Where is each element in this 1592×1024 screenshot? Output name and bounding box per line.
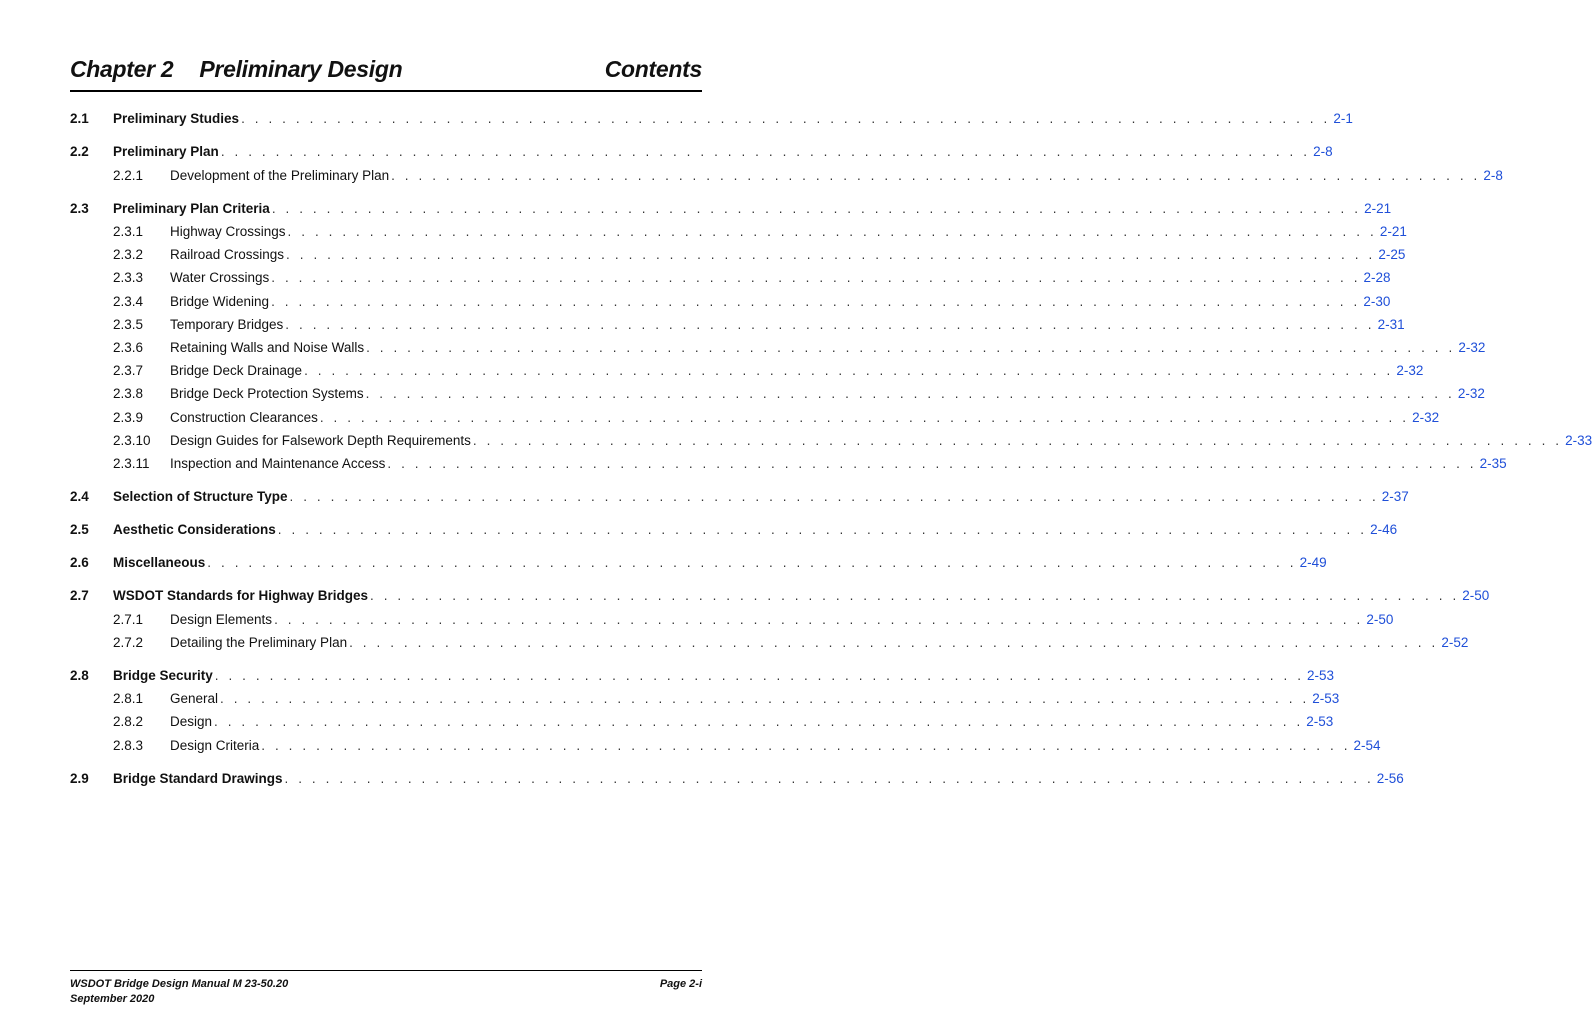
toc-section-number: 2.3.5: [113, 316, 144, 332]
toc-section-number: 2.1: [70, 111, 89, 126]
toc-dot-leader: . . . . . . . . . . . . . . . . . . . . . . . . . . . . . . . . . . . . . . . . . . . . . . . . . . . . . . . . . . . . . . . . . . . . . . . . . . . . . . . .: [271, 293, 1361, 309]
toc-page-link[interactable]: 2-32: [1409, 410, 1439, 425]
toc-dot-leader: . . . . . . . . . . . . . . . . . . . . . . . . . . . . . . . . . . . . . . . . . . . . . . . . . . . . . . . . . . . . . . . . . . . . . . . . . . . . . . . .: [370, 588, 1460, 603]
toc-entry[interactable]: [70, 737, 1381, 758]
toc-dot-leader: . . . . . . . . . . . . . . . . . . . . . . . . . . . . . . . . . . . . . . . . . . . . . . . . . . . . . . . . . . . . . . . . . . . . . . . . . . . . . . . .: [365, 386, 1455, 402]
toc-dot-leader: . . . . . . . . . . . . . . . . . . . . . . . . . . . . . . . . . . . . . . . . . . . . . . . . . . . . . . . . . . . . . . . . . . . . . . . . . . . . . . . .: [287, 224, 1377, 239]
toc-dot-leader: . . . . . . . . . . . . . . . . . . . . . . . . . . . . . . . . . . . . . . . . . . . . . . . . . . . . . . . . . . . . . . . . . . . . . . . . . . . . . . . .: [220, 691, 1310, 707]
toc-dot-leader: . . . . . . . . . . . . . . . . . . . . . . . . . . . . . . . . . . . . . . . . . . . . . . . . . . . . . . . . . . . . . . . . . . . . . . . . . . . . . . . .: [289, 489, 1379, 504]
toc-page-link[interactable]: 2-37: [1379, 489, 1409, 504]
footer-manual-title: WSDOT Bridge Design Manual M 23-50.20: [70, 978, 289, 990]
toc-dot-leader: . . . . . . . . . . . . . . . . . . . . . . . . . . . . . . . . . . . . . . . . . . . . . . . . . . . . . . . . . . . . . . . . . . . . . . . . . . . . . . . .: [271, 270, 1361, 286]
toc-dot-leader: . . . . . . . . . . . . . . . . . . . . . . . . . . . . . . . . . . . . . . . . . . . . . . . . . . . . . . . . . . . . . . . . . . . . . . . . . . . . . . . .: [304, 363, 1394, 379]
toc-section-title[interactable]: Bridge Security: [113, 667, 213, 683]
toc-section-number: 2.3.4: [113, 293, 144, 309]
toc-section-title[interactable]: Preliminary Studies: [113, 111, 240, 126]
toc-page-link[interactable]: 2-53: [1303, 714, 1333, 729]
toc-dot-leader: . . . . . . . . . . . . . . . . . . . . . . . . . . . . . . . . . . . . . . . . . . . . . . . . . . . . . . . . . . . . . . . . . . . . . . . . . . . . . . . .: [472, 432, 1563, 448]
toc-entry[interactable]: [70, 224, 1407, 244]
toc-dot-leader: . . . . . . . . . . . . . . . . . . . . . . . . . . . . . . . . . . . . . . . . . . . . . . . . . . . . . . . . . . . . . . . . . . . . . . . . . . . . . . . .: [220, 144, 1311, 159]
toc-section-title[interactable]: Design Elements: [170, 611, 273, 627]
toc-page-link[interactable]: 2-30: [1360, 294, 1390, 309]
toc-section-number: 2.8.2: [113, 714, 144, 730]
toc-dot-leader: . . . . . . . . . . . . . . . . . . . . . . . . . . . . . . . . . . . . . . . . . . . . . . . . . . . . . . . . . . . . . . . . . . . . . . . . . . . . . . . .: [387, 456, 1477, 471]
toc-section-title[interactable]: Miscellaneous: [113, 555, 206, 570]
toc-section-number: 2.3.11: [113, 456, 150, 471]
toc-section-number: 2.8: [70, 667, 89, 683]
toc-page-link[interactable]: 2-50: [1363, 612, 1393, 627]
toc-dot-leader: . . . . . . . . . . . . . . . . . . . . . . . . . . . . . . . . . . . . . . . . . . . . . . . . . . . . . . . . . . . . . . . . . . . . . . . . . . . . . . . .: [274, 611, 1364, 627]
toc-section-title[interactable]: Bridge Deck Drainage: [170, 363, 303, 379]
toc-section-title[interactable]: Aesthetic Considerations: [113, 522, 276, 537]
toc-section-title[interactable]: Selection of Structure Type: [113, 489, 288, 504]
toc-section-title[interactable]: Development of the Preliminary Plan: [170, 167, 390, 183]
toc-section-number: 2.9: [70, 770, 89, 786]
toc-entry[interactable]: [70, 555, 1327, 575]
toc-entry[interactable]: [70, 363, 1424, 383]
toc-section-number: 2.3.9: [113, 409, 144, 425]
page-footer: [70, 970, 702, 1005]
toc-page-link[interactable]: 2-32: [1455, 340, 1485, 355]
toc-page-link[interactable]: 2-50: [1459, 588, 1489, 603]
toc-entry[interactable]: [70, 316, 1405, 337]
footer-page-number: Page 2-i: [659, 978, 702, 990]
toc-dot-leader: . . . . . . . . . . . . . . . . . . . . . . . . . . . . . . . . . . . . . . . . . . . . . . . . . . . . . . . . . . . . . . . . . . . . . . . . . . . . . . . .: [284, 770, 1374, 786]
toc-page-link[interactable]: 2-1: [1330, 111, 1353, 126]
toc-entry[interactable]: [70, 667, 1335, 688]
toc-page-link[interactable]: 2-21: [1361, 201, 1391, 216]
toc-entry[interactable]: [70, 293, 1391, 314]
toc-page-link[interactable]: 2-8: [1310, 144, 1333, 159]
footer-date: September 2020: [70, 993, 155, 1005]
toc-dot-leader: . . . . . . . . . . . . . . . . . . . . . . . . . . . . . . . . . . . . . . . . . . . . . . . . . . . . . . . . . . . . . . . . . . . . . . . . . . . . . . . .: [349, 634, 1439, 650]
toc-section-title[interactable]: Preliminary Plan: [113, 144, 219, 159]
toc-page-link[interactable]: 2-56: [1374, 771, 1404, 786]
toc-section-number: 2.3.6: [113, 340, 144, 355]
contents-label: Contents: [604, 56, 702, 82]
toc-entry[interactable]: [70, 634, 1469, 655]
toc-page-link[interactable]: 2-53: [1304, 668, 1334, 683]
toc-section-number: 2.3.7: [113, 363, 144, 379]
toc-section-number: 2.7.2: [113, 634, 144, 650]
toc-section-number: 2.7.1: [113, 611, 144, 627]
toc-section-number: 2.7: [70, 588, 89, 603]
toc-entry[interactable]: [70, 691, 1340, 711]
toc-section-number: 2.3.1: [113, 224, 144, 239]
toc-entry[interactable]: [70, 111, 1353, 131]
toc-section-title[interactable]: General: [170, 691, 219, 707]
toc-entry[interactable]: [70, 409, 1440, 430]
toc-section-title[interactable]: WSDOT Standards for Highway Bridges: [113, 588, 369, 603]
toc-section-number: 2.3.8: [113, 386, 144, 402]
toc-entry[interactable]: [70, 247, 1406, 267]
toc-entry[interactable]: [70, 611, 1394, 632]
toc-page-link[interactable]: 2-49: [1297, 555, 1327, 570]
toc-dot-leader: . . . . . . . . . . . . . . . . . . . . . . . . . . . . . . . . . . . . . . . . . . . . . . . . . . . . . . . . . . . . . . . . . . . . . . . . . . . . . . . .: [207, 555, 1297, 570]
toc-entry[interactable]: [70, 489, 1409, 509]
toc-page-link[interactable]: 2-54: [1351, 738, 1381, 753]
toc-page-link[interactable]: 2-32: [1455, 386, 1485, 401]
page-header: [70, 56, 702, 92]
toc-dot-leader: . . . . . . . . . . . . . . . . . . . . . . . . . . . . . . . . . . . . . . . . . . . . . . . . . . . . . . . . . . . . . . . . . . . . . . . . . . . . . . . .: [261, 737, 1351, 753]
toc-section-title[interactable]: Bridge Deck Protection Systems: [170, 386, 364, 402]
toc-section-number: 2.2.1: [113, 167, 144, 183]
toc-section-number: 2.8.3: [113, 737, 144, 753]
toc-section-number: 2.8.1: [113, 691, 144, 707]
toc-section-title[interactable]: Construction Clearances: [170, 409, 318, 425]
toc-page-link[interactable]: 2-8: [1480, 168, 1503, 183]
toc-page-link[interactable]: 2-53: [1309, 691, 1339, 706]
toc-section-number: 2.2: [70, 144, 89, 159]
toc-entry[interactable]: [70, 588, 1490, 608]
toc-dot-leader: . . . . . . . . . . . . . . . . . . . . . . . . . . . . . . . . . . . . . . . . . . . . . . . . . . . . . . . . . . . . . . . . . . . . . . . . . . . . . . . .: [285, 316, 1375, 332]
toc-section-number: 2.3.10: [113, 432, 151, 448]
toc-entry[interactable]: [70, 200, 1392, 221]
toc-page-link[interactable]: 2-21: [1377, 224, 1407, 239]
toc-section-title[interactable]: Design: [170, 714, 213, 730]
toc-dot-leader: . . . . . . . . . . . . . . . . . . . . . . . . . . . . . . . . . . . . . . . . . . . . . . . . . . . . . . . . . . . . . . . . . . . . . . . . . . . . . . . .: [391, 167, 1481, 183]
toc-dot-leader: . . . . . . . . . . . . . . . . . . . . . . . . . . . . . . . . . . . . . . . . . . . . . . . . . . . . . . . . . . . . . . . . . . . . . . . . . . . . . . . .: [277, 522, 1368, 537]
toc-section-title[interactable]: Water Crossings: [170, 270, 270, 286]
toc-dot-leader: . . . . . . . . . . . . . . . . . . . . . . . . . . . . . . . . . . . . . . . . . . . . . . . . . . . . . . . . . . . . . . . . . . . . . . . . . . . . . . . .: [214, 667, 1305, 683]
chapter-heading: [70, 56, 402, 83]
toc-page-link[interactable]: 2-33: [1562, 433, 1592, 448]
toc-page-link[interactable]: 2-52: [1438, 635, 1468, 650]
toc-entry[interactable]: [70, 340, 1486, 360]
toc-dot-leader: . . . . . . . . . . . . . . . . . . . . . . . . . . . . . . . . . . . . . . . . . . . . . . . . . . . . . . . . . . . . . . . . . . . . . . . . . . . . . . . .: [319, 409, 1410, 425]
toc-entry[interactable]: [70, 714, 1334, 734]
toc-dot-leader: . . . . . . . . . . . . . . . . . . . . . . . . . . . . . . . . . . . . . . . . . . . . . . . . . . . . . . . . . . . . . . . . . . . . . . . . . . . . . . . .: [271, 200, 1362, 216]
toc-dot-leader: . . . . . . . . . . . . . . . . . . . . . . . . . . . . . . . . . . . . . . . . . . . . . . . . . . . . . . . . . . . . . . . . . . . . . . . . . . . . . . . .: [241, 111, 1331, 126]
toc-section-title[interactable]: Inspection and Maintenance Access: [170, 456, 386, 471]
toc-entry[interactable]: [70, 770, 1404, 791]
toc-page-link[interactable]: 2-31: [1375, 317, 1405, 332]
toc-entry[interactable]: [70, 456, 1507, 476]
toc-section-title[interactable]: Highway Crossings: [170, 224, 286, 239]
chapter-number: Chapter 2: [70, 56, 174, 82]
toc-section-number: 2.3.3: [113, 270, 144, 286]
toc-section-title[interactable]: Preliminary Plan Criteria: [113, 200, 270, 216]
toc-page-link[interactable]: 2-25: [1375, 247, 1405, 262]
toc-section-number: 2.6: [70, 555, 89, 570]
toc-entry[interactable]: [70, 386, 1485, 406]
toc-dot-leader: . . . . . . . . . . . . . . . . . . . . . . . . . . . . . . . . . . . . . . . . . . . . . . . . . . . . . . . . . . . . . . . . . . . . . . . . . . . . . . . .: [286, 247, 1376, 263]
toc-entry[interactable]: [70, 270, 1391, 290]
toc-section-title[interactable]: Bridge Standard Drawings: [113, 770, 283, 786]
toc-page-link[interactable]: 2-46: [1367, 522, 1397, 537]
toc-section-number: 2.4: [70, 489, 89, 504]
toc-section-title[interactable]: Bridge Widening: [170, 293, 270, 309]
toc-section-title[interactable]: Design Guides for Falsework Depth Requirements: [170, 432, 471, 448]
toc-entry[interactable]: [70, 432, 1592, 453]
toc-entry[interactable]: [70, 522, 1398, 542]
toc-section-title[interactable]: Railroad Crossings: [170, 247, 285, 263]
toc-section-number: 2.5: [70, 522, 89, 537]
toc-entry[interactable]: [70, 167, 1503, 188]
toc-section-number: 2.3.2: [113, 247, 144, 263]
chapter-title: Preliminary Design: [199, 56, 403, 82]
toc-page-link[interactable]: 2-35: [1477, 456, 1507, 471]
toc-section-title[interactable]: Retaining Walls and Noise Walls: [170, 340, 365, 355]
toc-entry[interactable]: [70, 144, 1333, 164]
toc-dot-leader: . . . . . . . . . . . . . . . . . . . . . . . . . . . . . . . . . . . . . . . . . . . . . . . . . . . . . . . . . . . . . . . . . . . . . . . . . . . . . . . .: [214, 714, 1304, 730]
toc-section-title[interactable]: Detailing the Preliminary Plan: [170, 634, 348, 650]
toc-dot-leader: . . . . . . . . . . . . . . . . . . . . . . . . . . . . . . . . . . . . . . . . . . . . . . . . . . . . . . . . . . . . . . . . . . . . . . . . . . . . . . . .: [366, 340, 1456, 355]
toc-section-title[interactable]: Temporary Bridges: [170, 316, 284, 332]
toc-section-number: 2.3: [70, 200, 89, 216]
toc-page-link[interactable]: 2-32: [1393, 363, 1423, 378]
toc-page-link[interactable]: 2-28: [1361, 270, 1391, 285]
toc-section-title[interactable]: Design Criteria: [170, 737, 260, 753]
